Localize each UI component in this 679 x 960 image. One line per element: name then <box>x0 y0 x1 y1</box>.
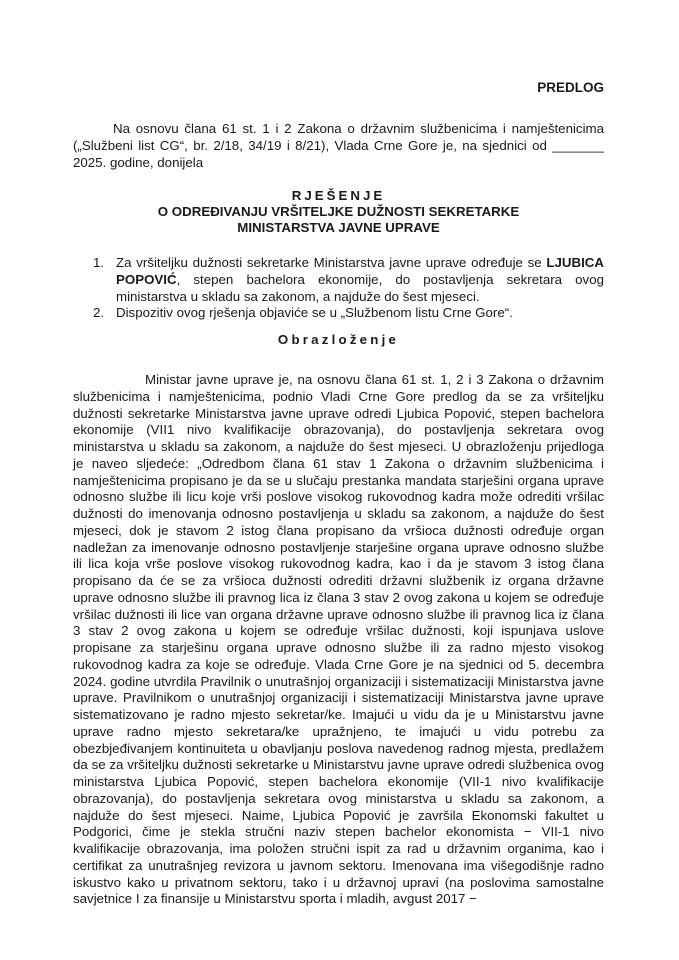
item-number: 1. <box>93 255 105 270</box>
reasoning-paragraph: Ministar javne uprave je, na osnovu člana 61 st. 1, 2 i 3 Zakona o državnim službenicima i namještenicima, podnio Vladi Crne Gore predlog da se za vršiteljku dužnosti sekretarke Ministarstva javne uprave odredi Ljubica Popović, stepen bachelora ekonomije (VII1 nivo kvalifikacije obrazovanja), do postavljenja sekretara ovog ministarstva u skladu sa zakonom, a najduže do šest mjeseci. U obrazloženju prijedloga je naveo sljedeće: „Odredbom člana 61 stav 1 Zakona o državnim službenicima i namještenicima propisano je da se u slučaju prestanka mandata starješini organa uprave odnosno službe ili licu koje vrši poslove visokog rukovodnog kadra može odrediti vršilac dužnosti do imenovanja odnosno postavljenja u skladu sa zakonom, a najduže do šest mjeseci, dok je stavom 2 istog člana propisano da vršioca dužnosti određuje organ nadležan za imenovanje odnosno postavljenje starješine organa uprave odnosno službe ili lica koja vrše poslove visokog rukovodnog kadra, kao i da je stavom 3 istog člana propisano da će se za vršioca dužnosti odrediti državni službenik iz organa državne uprave odnosno službe ili pravnog lica iz člana 3 stav 2 ovog zakona u kojem se određuje vršilac dužnosti ili lice van organa državne uprave odnosno službe ili pravnog lica iz člana 3 stav 2 ovog zakona u kojem se određuje vršilac dužnosti, koji ispunjava uslove propisane za starješinu organa uprave odnosno službe ili za radno mjesto visokog rukovodnog kadra za koje se određuje. Vlada Crne Gore je na sjednici od 5. decembra 2024. godine utvrdila Pravilnik o unutrašnjoj organizaciji i sistematizaciji Ministarstva javne uprave. Pravilnikom o unutrašnjoj organizaciji i sistematizaciji Ministarstva javne uprave sistematizovano je radno mjesto sekretar/ke. Imajući u vidu da je u Ministarstvu javne uprave radno mjesto sekretara/ke upražnjeno, te imajući u vidu potrebu za obezbjeđivanjem kontinuiteta u obavljanju poslova navedenog radnog mjesta, predlažem da se za vršiteljku dužnosti sekretarke u Ministarstvu javne uprave odredi službenica ovog ministarstva Ljubica Popović, stepen bachelora ekonomije (VII-1 nivo kvalifikacije obrazovanja), do postavljenja sekretara ovog ministarstva u skladu sa zakonom, a najduže do šest mjeseci. Naime, Ljubica Popović je završila Ekonomski fakultet u Podgorici, čime je stekla stručni naziv stepen bachelor ekonomista − VII-1 nivo kvalifikacije obrazovanja, ima položen stručni ispit za rad u državnim organima, kao i certifikat za unutrašnjeg revizora u javnom sektoru. Imenovana ima višegodišnje radno iskustvo kako u privatnom sektoru, tako i u državnoj upravi (na poslovima samostalne savjetnice I za finansije u Ministarstvu sporta i mladih, avgust 2017 − <box>73 372 604 907</box>
decision-title <box>73 188 604 236</box>
decision-item-2 <box>93 305 604 322</box>
item-text-before: Za vršiteljku dužnosti sekretarke Ministarstva javne uprave određuje se <box>116 255 547 270</box>
decision-items <box>93 255 604 322</box>
document-status-label: PREDLOG <box>537 80 604 95</box>
item-text: Dispozitiv ovog rješenja objaviće se u „Službenom listu Crne Gore“. <box>116 305 513 321</box>
decision-title-line-2: O ODREĐIVANJU VRŠITELJKE DUŽNOSTI SEKRETARKE <box>157 204 520 219</box>
reasoning-heading: Obrazloženje <box>277 332 400 347</box>
item-text-after: , stepen bachelora ekonomije, do postavljenja sekretara ovog ministarstva u skladu sa zakonom, a najduže do šest mjeseci. <box>116 271 604 304</box>
decision-title-line-3: MINISTARSTVA JAVNE UPRAVE <box>237 220 440 235</box>
item-number: 2. <box>93 305 105 321</box>
intro-paragraph: Na osnovu člana 61 st. 1 i 2 Zakona o državnim službenicima i namještenicima („Službeni list CG“, br. 2/18, 34/19 i 8/21), Vlada Crne Gore je, na sjednici od _______ 2025. godine, donijela <box>73 121 604 170</box>
appointee-name: LJUBICA POPOVIĆ <box>116 255 604 287</box>
decision-title-line-1: RJEŠENJE <box>291 188 386 203</box>
decision-item-1 <box>93 255 604 305</box>
